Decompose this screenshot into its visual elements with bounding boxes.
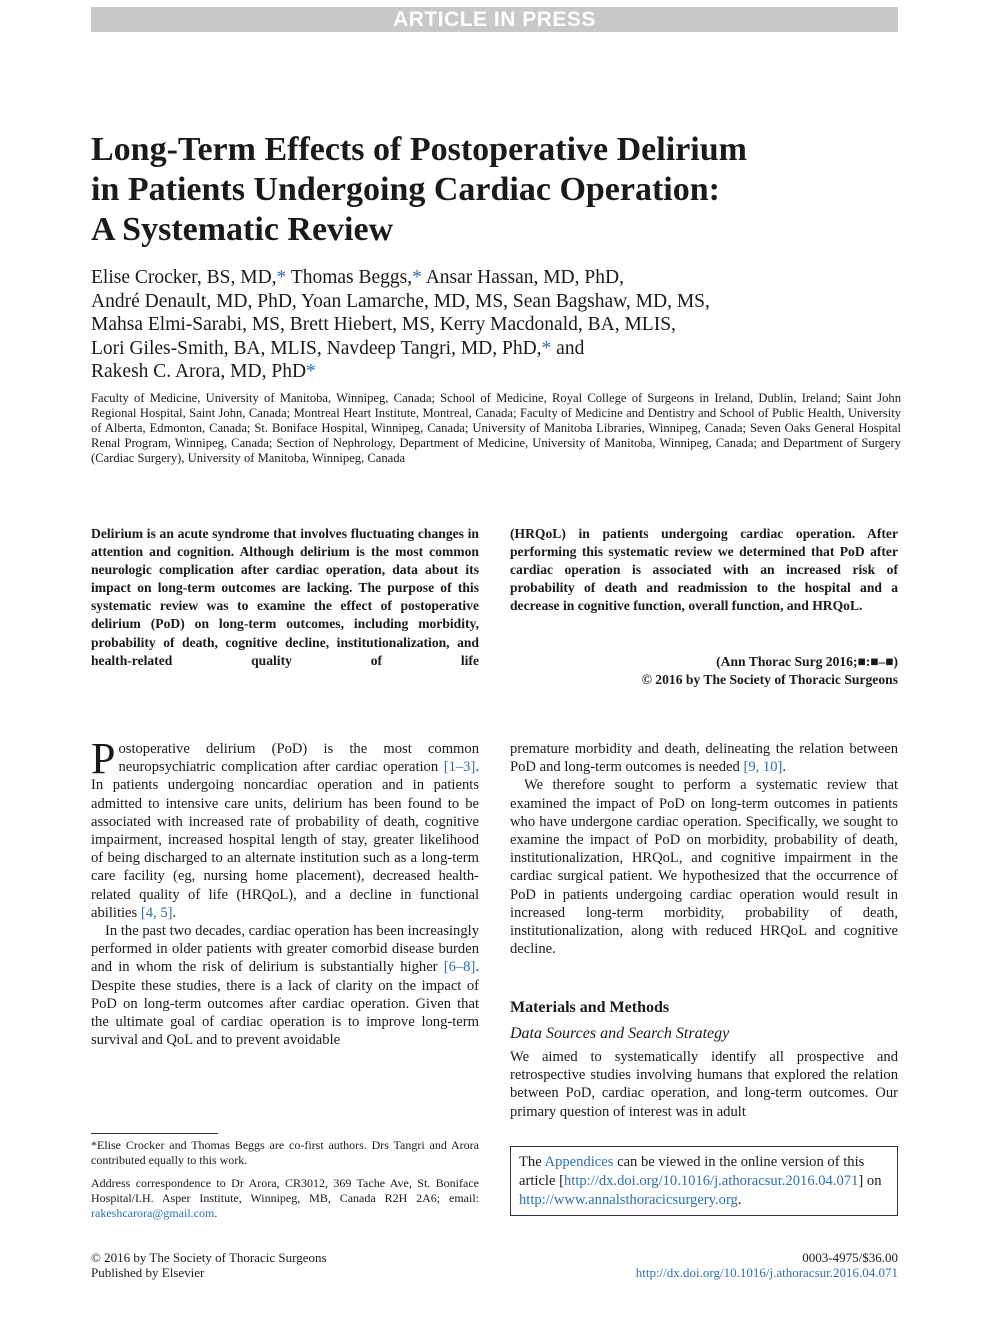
footnotes — [91, 1138, 479, 1229]
affiliations: Faculty of Medicine, University of Manitoba, Winnipeg, Canada; School of Medicine, Royal College of Surgeons in Ireland, Dublin, Ireland; Saint John Regional Hospital, Saint John, Canada; Montreal Heart Institute, Montreal, Canada; Faculty of Medicine and Dentistry and School of Public Health, University of Alberta, Edmonton, Canada; St. Boniface Hospital, Winnipeg, Canada; University of Manitoba Libraries, Winnipeg, Canada; Seven Oaks General Hospital Renal Program, Winnipeg, Canada; Section of Nephrology, Department of Medicine, University of Manitoba, Winnipeg, Canada; and Department of Surgery (Cardiac Surgery), University of Manitoba, Winnipeg, Canada — [91, 391, 901, 466]
footer-doi-link[interactable]: http://dx.doi.org/10.1016/j.athoracsur.2016.04.071 — [635, 1265, 898, 1280]
author-name: Lori Giles-Smith, BA, MLIS, Navdeep Tangri, MD, PhD, — [91, 337, 542, 359]
footer-left — [91, 1250, 327, 1280]
correspondence-footnote — [91, 1176, 479, 1221]
appendices-link[interactable]: Appendices — [544, 1154, 614, 1170]
paragraph-text: . — [172, 904, 177, 921]
reference-link[interactable]: [6–8] — [443, 959, 476, 976]
section-heading: Materials and Methods — [510, 999, 670, 1016]
reference-link[interactable]: [1–3] — [443, 759, 476, 776]
doi-link[interactable]: http://dx.doi.org/10.1016/j.athoracsur.2016.04.071 — [563, 1173, 859, 1190]
paragraph-text: premature morbidity and death, delineating the relation between PoD and long-term outcomes is needed — [510, 741, 898, 776]
body-right-column-methods — [510, 1048, 898, 1121]
title-line: Long-Term Effects of Postoperative Delirium — [91, 131, 747, 168]
abstract-copyright: © 2016 by The Society of Thoracic Surgeons — [641, 672, 898, 688]
article-in-press-banner: ARTICLE IN PRESS — [91, 7, 898, 32]
title-line: in Patients Undergoing Cardiac Operation: — [91, 171, 720, 208]
paragraph — [91, 922, 479, 1049]
footer-right — [636, 1250, 898, 1280]
reference-link[interactable]: [4, 5] — [140, 904, 173, 921]
article-title — [91, 130, 851, 250]
author-name: Thomas Beggs, — [286, 267, 413, 288]
abstract-left-column: Delirium is an acute syndrome that involves fluctuating changes in attention and cognition. Although delirium is the most common neurologic complication after cardiac operation, data about its impact on long-term outcomes are lacking. The purpose of this systematic review was to examine the effect of postoperative delirium (PoD) on long-term outcomes, including morbidity, probability of death, cognitive decline, institutionalization, and health-related quality of life — [91, 526, 479, 668]
paragraph-text: . — [782, 759, 787, 776]
address-text: Address correspondence to Dr Arora, CR3012, 369 Tache Ave, St. Boniface Hospital/I.H. Asper Institute, Winnipeg, MB, Canada R2H 2A6; email: — [91, 1176, 479, 1205]
body-right-column — [510, 740, 898, 958]
author-footnote-link[interactable]: * — [276, 267, 287, 288]
paragraph-text: . Despite these studies, there is a lack of clarity on the impact of PoD on long-term outcomes after cardiac operation. Given that the ultimate goal of cardiac operation is to improve long-term survival and QoL and to prevent avoidable — [91, 959, 479, 1049]
author-line — [91, 266, 901, 290]
appendix-text: The — [519, 1154, 545, 1170]
drop-cap: P — [91, 734, 116, 783]
author-footnote-link[interactable]: * — [412, 267, 422, 288]
email-link[interactable]: rakeshcarora@gmail.com — [91, 1206, 215, 1220]
paragraph — [91, 734, 479, 922]
appendix-text: . — [737, 1192, 742, 1209]
paragraph: We therefore sought to perform a systematic review that examined the impact of PoD on long-term outcomes in patients who have undergone cardiac operation. Specifically, we sought to examine the impact of PoD on morbidity, probability of death, institutionalization, HRQoL, and cognitive impairment in the cardiac surgical patient. We hypothesized that the occurrence of PoD in patients undergoing cardiac operation would result in increased long-term morbidity, probability of death, institutionalization, along with reduced HRQoL and cognitive decline. — [510, 777, 898, 958]
paragraph — [510, 740, 898, 776]
footer-copyright: © 2016 by The Society of Thoracic Surgeons — [91, 1250, 327, 1265]
paragraph-text: ostoperative delirium (PoD) is the most common neuropsychiatric complication after cardiac operation — [118, 741, 479, 776]
author-line: Mahsa Elmi-Sarabi, MS, Brett Hiebert, MS, Kerry Macdonald, BA, MLIS, — [91, 314, 676, 335]
author-name: Ansar Hassan, MD, PhD, — [421, 267, 624, 288]
footnote-divider — [91, 1133, 218, 1134]
appendix-text: ] on — [858, 1173, 882, 1190]
paragraph-text: In the past two decades, cardiac operation has been increasingly performed in older patients with greater comorbid disease burden and in whom the risk of delirium is substantially higher — [91, 923, 479, 976]
appendix-text: can be viewed in the online version of this article [ — [519, 1154, 865, 1190]
title-line: A Systematic Review — [91, 211, 394, 248]
address-end: . — [214, 1206, 218, 1220]
author-footnote-link[interactable]: * — [306, 361, 316, 382]
author-name: and — [551, 337, 585, 359]
paragraph: We aimed to systematically identify all prospective and retrospective studies involving humans that explored the relation between PoD, cardiac operation, and long-term outcomes. Our primary question of interest was in adult — [510, 1049, 898, 1120]
author-footnote-link[interactable]: * — [541, 337, 552, 359]
paragraph-text: . In patients undergoing noncardiac operation and in patients admitted to intensive care units, delirium has been found to be associated with increased rate of probability of death, cognitive impairment, increased hospital length of stay, greater likelihood of being discharged to an alternate institution such as a long-term care facility (eg, nursing home placement), decreased health-related quality of life (HRQoL), and a decline in functional abilities — [91, 759, 479, 921]
journal-citation — [510, 653, 898, 689]
citation-text: (Ann Thorac Surg 2016;■:■–■) — [716, 654, 898, 669]
subsection-heading: Data Sources and Search Strategy — [510, 1025, 730, 1042]
abstract-right-column: (HRQoL) in patients undergoing cardiac operation. After performing this systematic review we determined that PoD after cardiac operation is associated with an increased risk of probability of death and readmission to the hospital and a decrease in cognitive function, overall function, and HRQoL. — [510, 526, 898, 614]
footer-publisher: Published by Elsevier — [91, 1265, 205, 1280]
author-line — [91, 360, 901, 384]
author-line — [91, 337, 901, 361]
footer-issn: 0003-4975/$36.00 — [802, 1250, 898, 1265]
author-line: André Denault, MD, PhD, Yoan Lamarche, MD, MS, Sean Bagshaw, MD, MS, — [91, 290, 710, 312]
cofirst-footnote: *Elise Crocker and Thomas Beggs are co-first authors. Drs Tangri and Arora contributed equally to this work. — [91, 1138, 479, 1167]
body-left-column — [91, 734, 479, 1049]
author-name: Elise Crocker, BS, MD, — [91, 267, 277, 288]
reference-link[interactable]: [9, 10] — [743, 759, 783, 776]
journal-website-link[interactable]: http://www.annalsthoracicsurgery.org — [519, 1192, 738, 1209]
author-list — [91, 266, 901, 384]
appendix-notice-box — [510, 1146, 898, 1216]
author-name: Rakesh C. Arora, MD, PhD — [91, 361, 307, 382]
